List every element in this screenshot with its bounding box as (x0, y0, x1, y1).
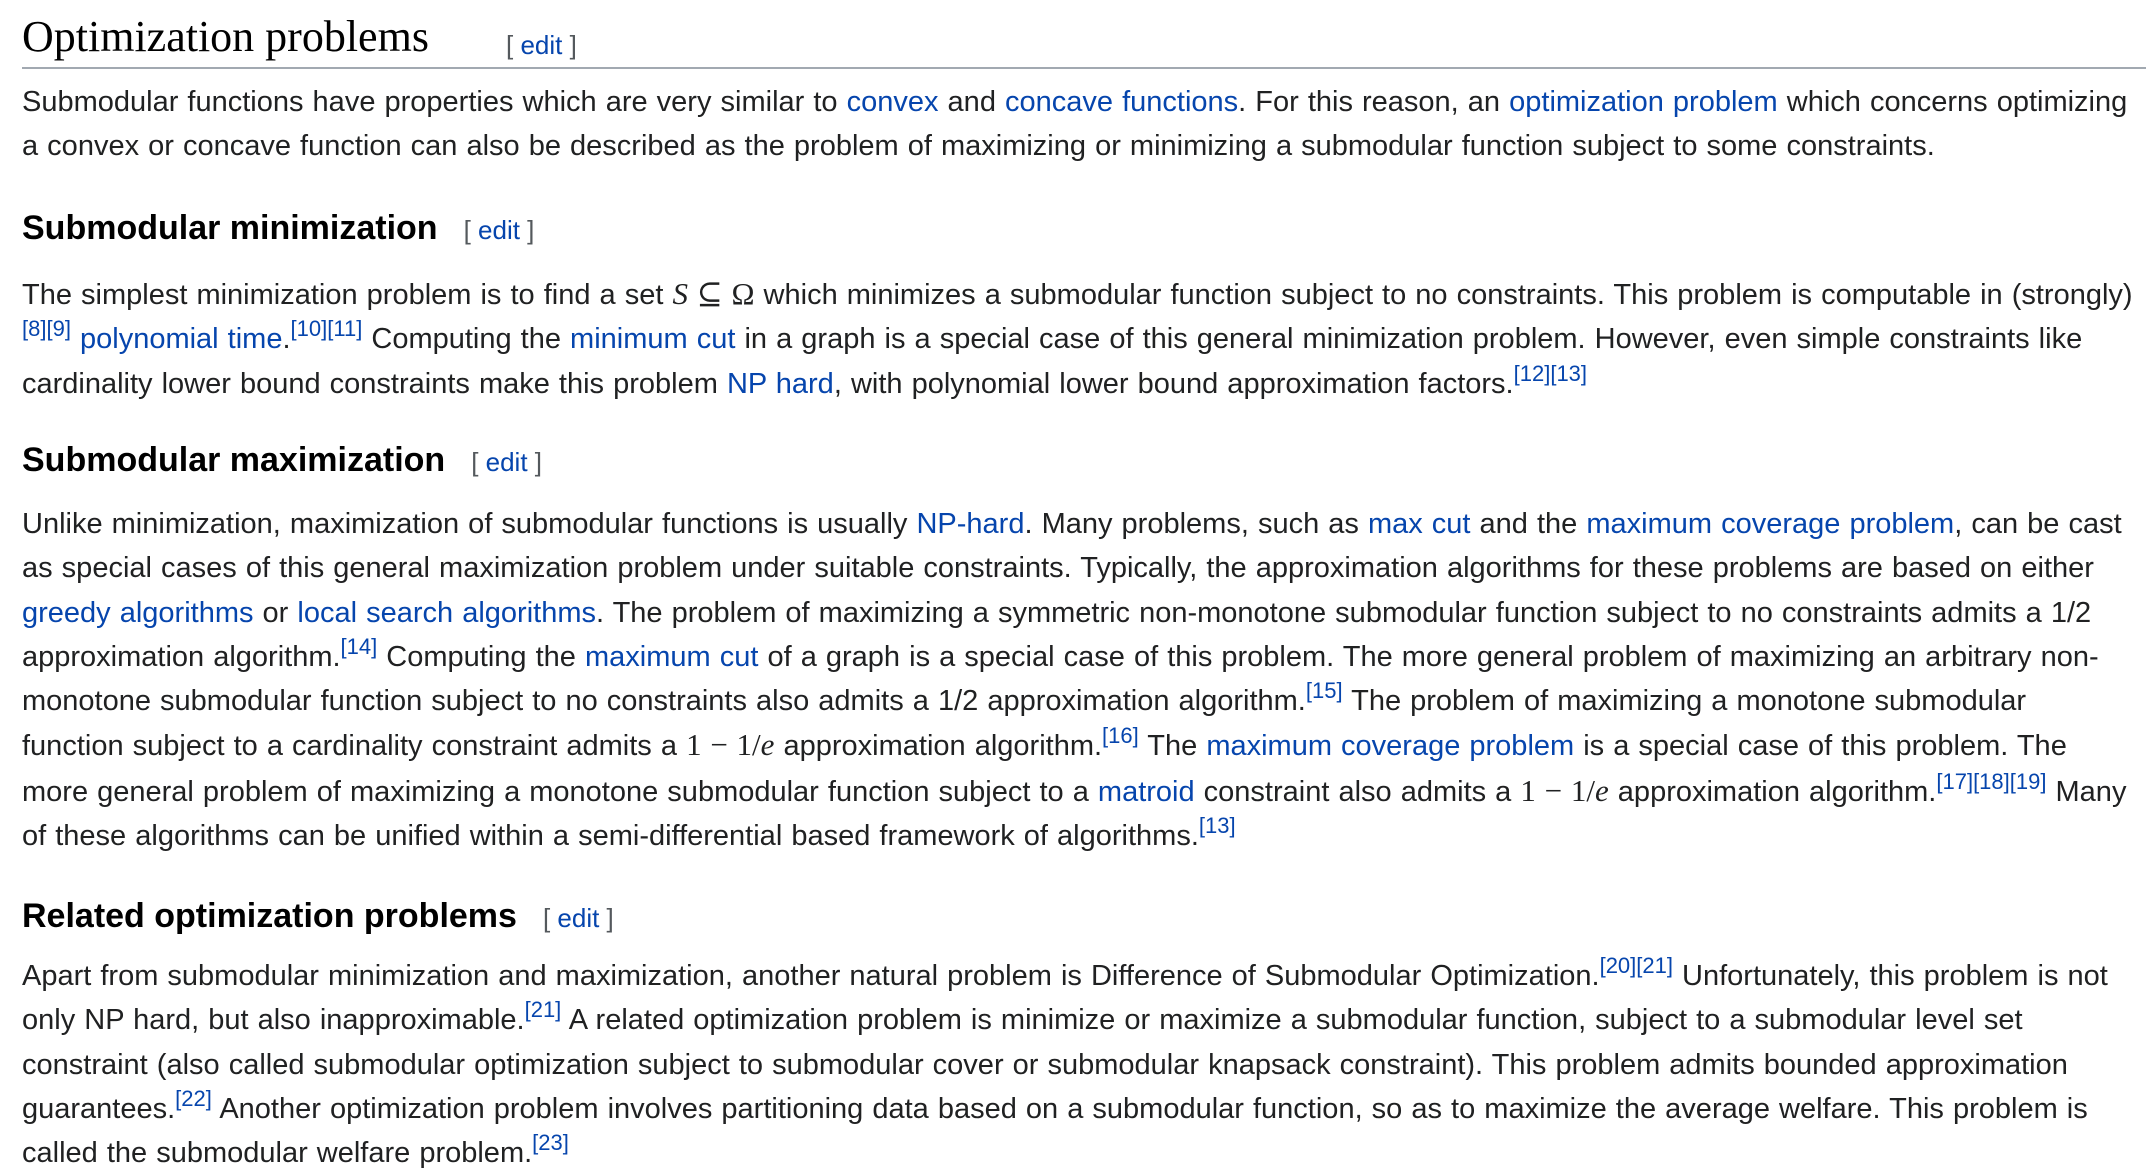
citation[interactable]: [22] (175, 1085, 212, 1111)
citation[interactable]: [11] (327, 316, 363, 342)
edit-section-link: [ edit ] (471, 447, 543, 477)
citation[interactable]: [14] (340, 633, 378, 659)
citation[interactable]: [19] (2009, 768, 2047, 794)
citation[interactable]: [16] (1102, 723, 1139, 749)
citation[interactable]: [12] (1513, 360, 1551, 386)
link-maximum-coverage-problem[interactable]: maximum coverage problem (1206, 730, 1575, 763)
edit-link[interactable]: edit (478, 215, 520, 245)
edit-section-link: [ edit ] (542, 903, 614, 933)
citation[interactable]: [8] (22, 316, 47, 342)
link-np-hard[interactable]: NP-hard (916, 508, 1025, 540)
math-approx-factor: 1 − 1/e (1520, 772, 1609, 808)
math-subset-omega: ⊆ Ω (687, 276, 755, 311)
citation[interactable]: [21] (524, 997, 562, 1023)
subsection-title: Submodular minimization (22, 209, 438, 247)
citation[interactable]: [20] (1599, 953, 1637, 978)
citation[interactable]: [13] (1550, 360, 1588, 386)
edit-link[interactable]: edit (485, 447, 528, 477)
citation[interactable]: [21] (1636, 953, 1673, 978)
link-minimum-cut[interactable]: minimum cut (570, 323, 736, 356)
citation[interactable]: [18] (1973, 768, 2010, 794)
math-approx-factor: 1 − 1/e (686, 727, 775, 763)
citation[interactable]: [9] (46, 316, 71, 342)
edit-section-link: [ edit ] (506, 30, 577, 60)
link-concave-functions[interactable]: concave functions (1005, 86, 1239, 118)
subsection-heading-related (22, 894, 614, 940)
paragraph-intro: Submodular functions have properties which are very similar to convex and concave functions. For this reason, an optimization problem which concerns optimizing a convex or concave function can also be described as the problem of maximizing or minimizing a submodular function subject to some constraints. (22, 86, 2128, 163)
citation[interactable]: [15] (1305, 678, 1343, 704)
link-convex[interactable]: convex (846, 86, 939, 118)
paragraph-minimization: The simplest minimization problem is to find a set S ⊆ Ω which minimizes a submodular function subject to no constraints. This problem is computable in (strongly)[8][9] polynomial time.[10][11] Computing the minimum cut in a graph is a special case of this general minimization problem. However, even simple constraints like cardinality lower bound constraints make this problem NP hard, with polynomial lower bound approximation factors.[12][13] (22, 276, 2133, 400)
link-maximum-cut[interactable]: maximum cut (584, 640, 759, 673)
link-matroid[interactable]: matroid (1097, 775, 1195, 808)
link-max-cut[interactable]: max cut (1367, 508, 1471, 540)
subsection-heading-maximization (22, 438, 542, 484)
link-optimization-problem[interactable]: optimization problem (1509, 86, 1778, 118)
subsection-heading-minimization (22, 206, 534, 252)
paragraph-maximization: Unlike minimization, maximization of submodular functions is usually NP-hard. Many problems, such as max cut and the maximum coverage problem, can be cast as special cases of this general maximization problem under suitable constraints. Typically, the approximation algorithms for these problems are based on either greedy algorithms or local search algorithms. The problem of maximizing a symmetric non-monotone submodular function subject to no constraints admits a 1/2 approximation algorithm.[14] Computing the maximum cut of a graph is a special case of this problem. The more general problem of maximizing an arbitrary non-monotone submodular function subject to no constraints also admits a 1/2 approximation algorithm.[15] The problem of maximizing a monotone submodular function subject to a cardinality constraint admits a 1 − 1/e approximation algorithm.[16] The maximum coverage problem is a special case of this problem. The more general problem of maximizing a monotone submodular function subject to a matroid constraint also admits a 1 − 1/e approximation algorithm.[17][18][19] Many of these algorithms can be unified within a semi-differential based framework of algorithms.[13] (22, 508, 2127, 853)
link-local-search-algorithms[interactable]: local search algorithms (297, 596, 596, 629)
link-greedy-algorithms[interactable]: greedy algorithms (22, 596, 254, 629)
edit-section-link: [ edit ] (463, 215, 535, 245)
link-maximum-coverage-problem[interactable]: maximum coverage problem (1586, 508, 1955, 540)
subsection-title: Submodular maximization (22, 441, 446, 479)
citation[interactable]: [13] (1198, 813, 1236, 839)
paragraph-related: Apart from submodular minimization and maximization, another natural problem is Difference of Submodular Optimization.[20][21] Unfortunately, this problem is not only NP hard, but also inapproximable.[21] A related optimization problem is minimize or maximize a submodular function, subject to a submodular level set constraint (also called submodular optimization subject to submodular cover or submodular knapsack constraint). This problem admits bounded approximation guarantees.[22] Another optimization problem involves partitioning data based on a submodular function, so as to maximize the average welfare. This problem is called the submodular welfare problem.[23] (22, 953, 2108, 1170)
link-polynomial-time[interactable]: polynomial time (80, 323, 283, 356)
section-title: Optimization problems (22, 12, 429, 61)
citation[interactable]: [17] (1936, 768, 1974, 794)
link-np-hard[interactable]: NP hard (726, 367, 834, 400)
math-set-s: S (672, 276, 688, 311)
citation[interactable]: [23] (532, 1130, 569, 1156)
section-heading-optimization-problems (22, 0, 2146, 69)
citation[interactable]: [10] (290, 316, 328, 342)
edit-link[interactable]: edit (557, 903, 600, 933)
subsection-title: Related optimization problems (22, 897, 517, 935)
edit-link[interactable]: edit (520, 30, 563, 60)
